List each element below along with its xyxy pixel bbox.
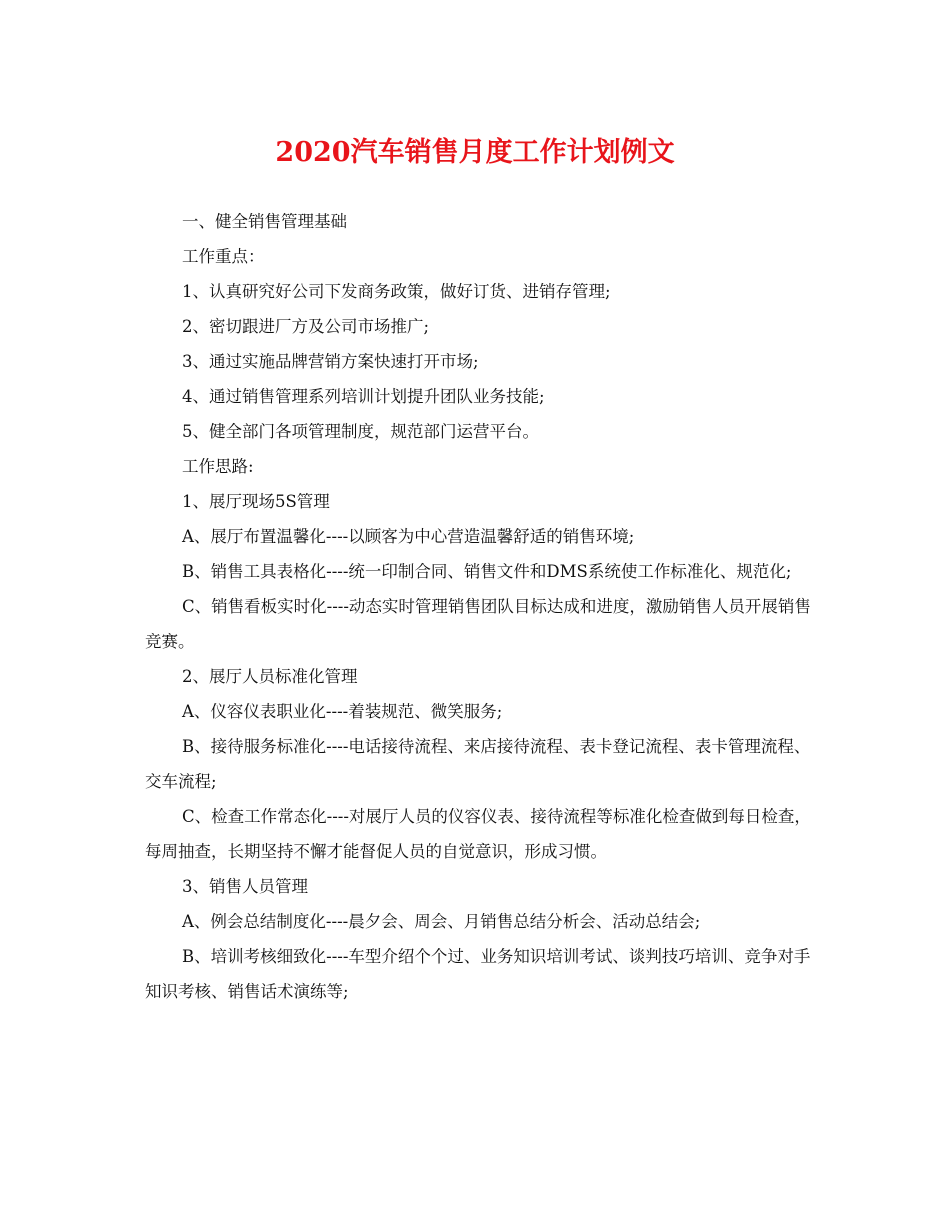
- paragraph: 一、健全销售管理基础: [182, 212, 347, 231]
- paragraph: A、仪容仪表职业化----着装规范、微笑服务;: [182, 702, 503, 721]
- paragraph: A、例会总结制度化----晨夕会、周会、月销售总结分析会、活动总结会;: [182, 912, 701, 931]
- paragraph: C、销售看板实时化----动态实时管理销售团队目标达成和进度，激励销售人员开展销售竞赛。: [145, 597, 811, 651]
- paragraph: B、培训考核细致化----车型介绍个个过、业务知识培训考试、谈判技巧培训、竞争对手知识考核、销售话术演练等;: [145, 947, 811, 1001]
- paragraph: 1、认真研究好公司下发商务政策，做好订货、进销存管理;: [182, 282, 611, 301]
- paragraph: 工作重点：: [182, 247, 265, 266]
- paragraph: A、展厅布置温馨化----以顾客为中心营造温馨舒适的销售环境;: [182, 527, 635, 546]
- paragraph: 3、通过实施品牌营销方案快速打开市场;: [182, 352, 479, 371]
- paragraph: B、销售工具表格化----统一印制合同、销售文件和DMS系统使工作标准化、规范化;: [182, 562, 792, 581]
- paragraph: B、接待服务标准化----电话接待流程、来店接待流程、表卡登记流程、表卡管理流程、交车流程;: [145, 737, 811, 791]
- paragraph: C、检查工作常态化----对展厅人员的仪容仪表、接待流程等标准化检查做到每日检查，每周抽查，长期坚持不懈才能督促人员的自觉意识，形成习惯。: [145, 807, 811, 861]
- paragraph: 3、销售人员管理: [182, 877, 308, 896]
- paragraph: 2、密切跟进厂方及公司市场推广;: [182, 317, 430, 336]
- paragraph: 1、展厅现场5S管理: [182, 492, 330, 511]
- paragraph: 5、健全部门各项管理制度，规范部门运营平台。: [182, 422, 539, 441]
- document-title: 2020汽车销售月度工作计划例文: [275, 137, 675, 168]
- document-body: [145, 204, 817, 1009]
- paragraph: 4、通过销售管理系列培训计划提升团队业务技能;: [182, 387, 545, 406]
- paragraph: 工作思路:: [182, 457, 254, 476]
- paragraph: 2、展厅人员标准化管理: [182, 667, 358, 686]
